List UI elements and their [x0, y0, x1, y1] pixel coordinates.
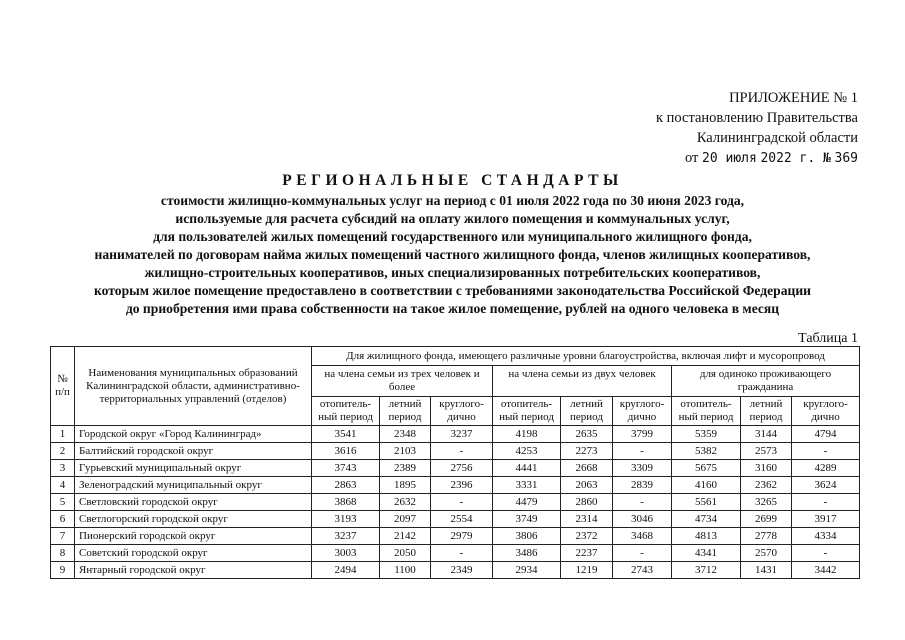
header-number: № п/п: [51, 347, 75, 426]
value-cell: 3917: [792, 511, 860, 528]
value-cell: 2979: [431, 528, 493, 545]
table-body: [51, 426, 860, 579]
table-row: [51, 443, 860, 460]
value-cell: 2396: [431, 477, 493, 494]
value-cell: 2635: [561, 426, 613, 443]
value-cell: 3712: [672, 562, 741, 579]
value-cell: 4341: [672, 545, 741, 562]
header-group: Для жилищного фонда, имеющего различные уровни благоустройства, включая лифт и мусоропровод: [312, 347, 860, 366]
municipality-name: Янтарный городской округ: [75, 562, 312, 579]
value-cell: 1100: [380, 562, 431, 579]
value-cell: 2103: [380, 443, 431, 460]
value-cell: -: [613, 443, 672, 460]
value-cell: 2494: [312, 562, 380, 579]
value-cell: 3541: [312, 426, 380, 443]
row-number: 9: [51, 562, 75, 579]
value-cell: -: [792, 494, 860, 511]
appendix-title: ПРИЛОЖЕНИЕ № 1: [729, 90, 858, 106]
row-number: 4: [51, 477, 75, 494]
value-cell: 3806: [493, 528, 561, 545]
value-cell: 4160: [672, 477, 741, 494]
value-cell: 4198: [493, 426, 561, 443]
value-cell: 1431: [741, 562, 792, 579]
value-cell: 3442: [792, 562, 860, 579]
value-cell: 2699: [741, 511, 792, 528]
resolution-number: 369: [834, 151, 858, 166]
value-cell: 2097: [380, 511, 431, 528]
value-cell: 2860: [561, 494, 613, 511]
appendix-line1: к постановлению Правительства: [656, 110, 858, 126]
appendix-date-line: [656, 148, 858, 169]
value-cell: -: [792, 545, 860, 562]
subtitle-line: используемые для расчета субсидий на оплату жилого помещения и коммунальных услуг,: [175, 211, 730, 226]
table-row: [51, 477, 860, 494]
value-cell: 4813: [672, 528, 741, 545]
header-family-3plus: на члена семьи из трех человек и более: [312, 366, 493, 397]
value-cell: -: [431, 545, 493, 562]
row-number: 8: [51, 545, 75, 562]
value-cell: 2934: [493, 562, 561, 579]
table-row: [51, 545, 860, 562]
value-cell: 3624: [792, 477, 860, 494]
row-number: 2: [51, 443, 75, 460]
document-title: РЕГИОНАЛЬНЫЕ СТАНДАРТЫ: [282, 172, 623, 189]
header-yearround: круглого-дично: [613, 397, 672, 426]
date-year: 2022 г. №: [760, 151, 831, 166]
date-prefix: от: [684, 150, 699, 166]
subtitle-line: жилищно-строительных кооперативов, иных специализированных потребительских кооперативов,: [144, 265, 761, 280]
appendix-line2: Калининградской области: [696, 130, 858, 146]
value-cell: 5675: [672, 460, 741, 477]
table-row: [51, 562, 860, 579]
subtitle-line: которым жилое помещение предоставлено в соответствии с требованиями законодательства Российской Федерации: [94, 283, 811, 298]
row-number: 3: [51, 460, 75, 477]
value-cell: 2372: [561, 528, 613, 545]
value-cell: 4794: [792, 426, 860, 443]
value-cell: 2743: [613, 562, 672, 579]
value-cell: 2362: [741, 477, 792, 494]
value-cell: 2554: [431, 511, 493, 528]
value-cell: 2570: [741, 545, 792, 562]
header-summer: летний период: [380, 397, 431, 426]
value-cell: 3265: [741, 494, 792, 511]
value-cell: 3616: [312, 443, 380, 460]
header-family-2: на члена семьи из двух человек: [493, 366, 672, 397]
value-cell: 4734: [672, 511, 741, 528]
subtitle-line: нанимателей по договорам найма жилых помещений частного жилищного фонда, членов жилищных кооперативов,: [94, 247, 811, 262]
value-cell: 1895: [380, 477, 431, 494]
value-cell: 3743: [312, 460, 380, 477]
value-cell: 3309: [613, 460, 672, 477]
subtitle-line: до приобретения ими права собственности на такое жилое помещение, рублей на одного человека в месяц: [125, 301, 780, 316]
value-cell: 2348: [380, 426, 431, 443]
value-cell: 3144: [741, 426, 792, 443]
value-cell: 4441: [493, 460, 561, 477]
value-cell: 2142: [380, 528, 431, 545]
value-cell: 1219: [561, 562, 613, 579]
header-heating: отопитель-ный период: [312, 397, 380, 426]
row-number: 5: [51, 494, 75, 511]
table-row: [51, 528, 860, 545]
value-cell: 3193: [312, 511, 380, 528]
value-cell: 2573: [741, 443, 792, 460]
value-cell: 3331: [493, 477, 561, 494]
municipality-name: Гурьевский муниципальный округ: [75, 460, 312, 477]
value-cell: 2778: [741, 528, 792, 545]
value-cell: 3046: [613, 511, 672, 528]
subtitle-line: для пользователей жилых помещений государственного или муниципального жилищного фонда,: [153, 229, 752, 244]
value-cell: 3237: [431, 426, 493, 443]
value-cell: -: [792, 443, 860, 460]
header-municipality: Наименования муниципальных образований Калининградской области, административно-территориальных управлений (отделов): [75, 347, 312, 426]
header-heating: отопитель-ный период: [493, 397, 561, 426]
municipality-name: Городской округ «Город Калининград»: [75, 426, 312, 443]
value-cell: 2237: [561, 545, 613, 562]
document-subtitle: [20, 192, 885, 318]
value-cell: 2050: [380, 545, 431, 562]
header-heating: отопитель-ный период: [672, 397, 741, 426]
table-row: [51, 426, 860, 443]
value-cell: 3160: [741, 460, 792, 477]
row-number: 7: [51, 528, 75, 545]
value-cell: 2756: [431, 460, 493, 477]
value-cell: 5359: [672, 426, 741, 443]
value-cell: 4253: [493, 443, 561, 460]
header-yearround: круглого-дично: [431, 397, 493, 426]
value-cell: 2349: [431, 562, 493, 579]
value-cell: -: [613, 545, 672, 562]
header-yearround: круглого-дично: [792, 397, 860, 426]
municipality-name: Светлогорский городской округ: [75, 511, 312, 528]
appendix-block: [656, 88, 858, 169]
table-caption: Таблица 1: [798, 331, 858, 346]
table-row: [51, 511, 860, 528]
value-cell: -: [431, 494, 493, 511]
value-cell: -: [613, 494, 672, 511]
value-cell: 3799: [613, 426, 672, 443]
value-cell: 4479: [493, 494, 561, 511]
value-cell: 4289: [792, 460, 860, 477]
municipality-name: Балтийский городской округ: [75, 443, 312, 460]
value-cell: 2668: [561, 460, 613, 477]
municipality-name: Пионерский городской округ: [75, 528, 312, 545]
value-cell: 3868: [312, 494, 380, 511]
subtitle-line: стоимости жилищно-коммунальных услуг на период с 01 июля 2022 года по 30 июня 2023 года,: [160, 193, 745, 208]
municipality-name: Зеленоградский муниципальный округ: [75, 477, 312, 494]
value-cell: 5382: [672, 443, 741, 460]
value-cell: 3237: [312, 528, 380, 545]
value-cell: 3003: [312, 545, 380, 562]
municipality-name: Светловский городской округ: [75, 494, 312, 511]
value-cell: 5561: [672, 494, 741, 511]
row-number: 1: [51, 426, 75, 443]
value-cell: 2063: [561, 477, 613, 494]
table-row: [51, 460, 860, 477]
value-cell: 3468: [613, 528, 672, 545]
municipality-name: Советский городской округ: [75, 545, 312, 562]
value-cell: 3749: [493, 511, 561, 528]
header-single: для одиноко проживающего гражданина: [672, 366, 860, 397]
table-row: [51, 494, 860, 511]
date-value: 20 июля: [702, 151, 757, 166]
value-cell: 2273: [561, 443, 613, 460]
value-cell: 2839: [613, 477, 672, 494]
header-summer: летний период: [561, 397, 613, 426]
value-cell: -: [431, 443, 493, 460]
header-summer: летний период: [741, 397, 792, 426]
value-cell: 2389: [380, 460, 431, 477]
value-cell: 2863: [312, 477, 380, 494]
value-cell: 2314: [561, 511, 613, 528]
value-cell: 4334: [792, 528, 860, 545]
value-cell: 2632: [380, 494, 431, 511]
row-number: 6: [51, 511, 75, 528]
standards-table: [50, 346, 860, 579]
value-cell: 3486: [493, 545, 561, 562]
